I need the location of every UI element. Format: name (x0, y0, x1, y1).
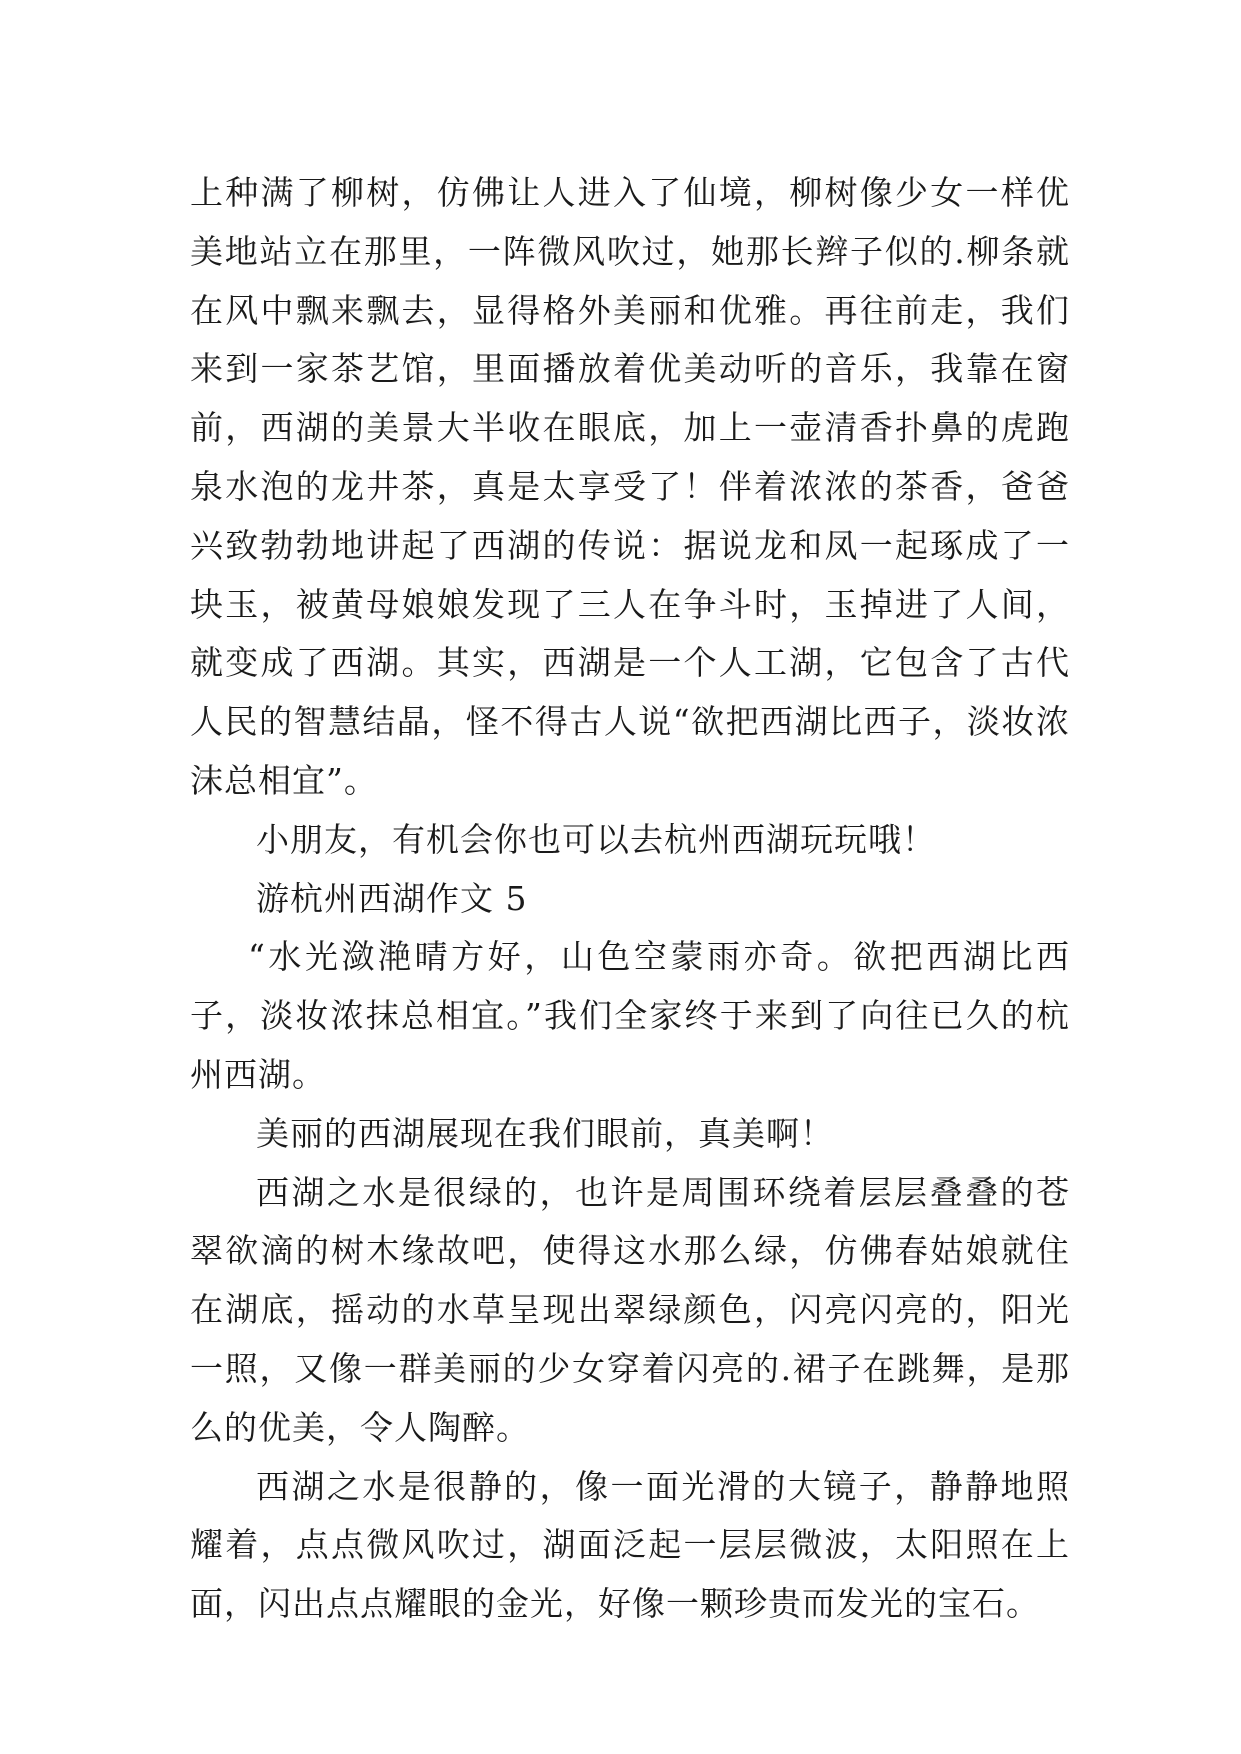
paragraph-invitation: 小朋友，有机会你也可以去杭州西湖玩玩哦！ (256, 819, 936, 859)
paragraph-continuation: 上种满了柳树，仿佛让人进入了仙境，柳树像少女一样优美地站立在那里，一阵微风吹过，她那长辫子似的.柳条就在风中飘来飘去，显得格外美丽和优雅。再往前走，我们来到一家茶艺馆，里面播放着优美动听的音乐，我靠在窗前，西湖的美景大半收在眼底，加上一壶清香扑鼻的虎跑泉水泡的龙井茶，真是太享受了！伴着浓浓的茶香，爸爸兴致勃勃地讲起了西湖的传说：据说龙和凤一起琢成了一块玉，被黄母娘娘发现了三人在争斗时，玉掉进了人间，就变成了西湖。其实，西湖是一个人工湖，它包含了古代人民的智慧结晶，怪不得古人说“欲把西湖比西子，淡妆浓沫总相宜”。 (190, 173, 1070, 800)
paragraph-beautiful-lake: 美丽的西湖展现在我们眼前，真美啊！ (256, 1113, 834, 1153)
paragraph-poem-quote: “水光潋滟晴方好，山色空蒙雨亦奇。欲把西湖比西子，淡妆浓抹总相宜。”我们全家终于来到了向往已久的杭州西湖。 (190, 937, 1070, 1094)
paragraph-still-water: 西湖之水是很静的，像一面光滑的大镜子，静静地照耀着，点点微风吹过，湖面泛起一层层微波，太阳照在上面，闪出点点耀眼的金光，好像一颗珍贵而发光的宝石。 (190, 1466, 1070, 1624)
paragraph-green-water: 西湖之水是很绿的，也许是周围环绕着层层叠叠的苍翠欲滴的树木缘故吧，使得这水那么绿，仿佛春姑娘就住在湖底，摇动的水草呈现出翠绿颜色，闪亮闪亮的，阳光一照，又像一群美丽的少女穿着闪亮的.裙子在跳舞，是那么的优美，令人陶醉。 (190, 1172, 1070, 1447)
essay-heading: 游杭州西湖作文 5 (256, 878, 528, 918)
document-body (190, 164, 1070, 1634)
